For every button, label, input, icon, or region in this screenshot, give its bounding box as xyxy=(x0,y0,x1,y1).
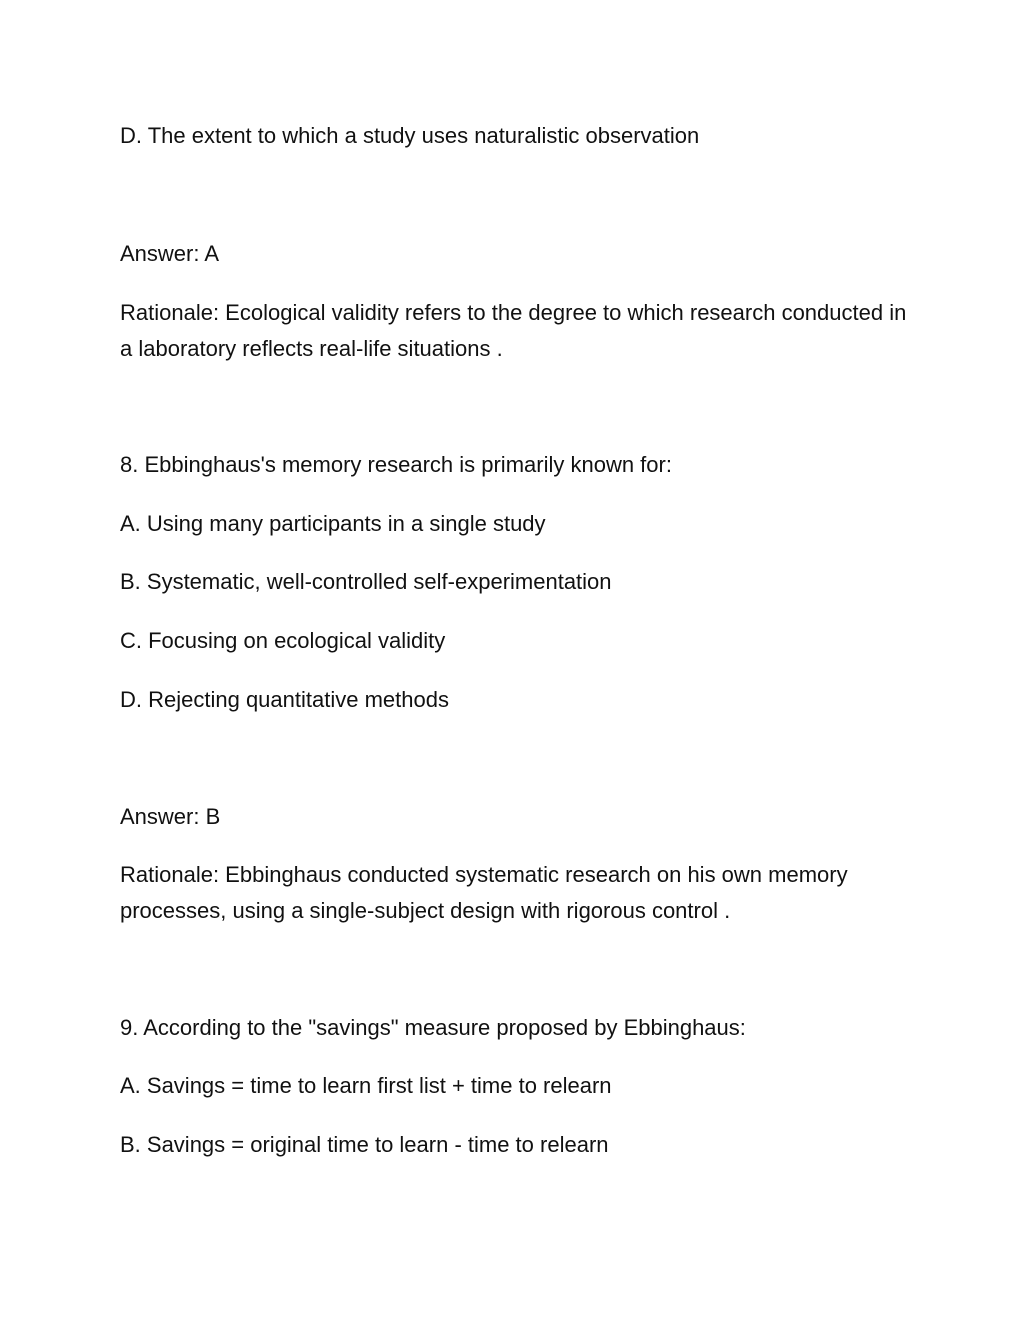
q9-option-a: A. Savings = time to learn first list + time to relearn xyxy=(120,1073,612,1098)
q8-option-c: C. Focusing on ecological validity xyxy=(120,628,446,653)
q7-rationale: Rationale: Ecological validity refers to the degree to which research conducted in a laboratory reflects real-life situations . xyxy=(120,300,907,361)
q7-option-d: D. The extent to which a study uses naturalistic observation xyxy=(120,123,700,148)
q9-option-b: B. Savings = original time to learn - time to relearn xyxy=(120,1132,609,1157)
q8-rationale: Rationale: Ebbinghaus conducted systematic research on his own memory processes, using a single-subject design with rigorous control . xyxy=(120,862,848,923)
q8-answer: Answer: B xyxy=(120,804,221,829)
q8-option-b: B. Systematic, well-controlled self-experimentation xyxy=(120,569,612,594)
q9-question: 9. According to the "savings" measure proposed by Ebbinghaus: xyxy=(120,1015,746,1040)
q8-option-d: D. Rejecting quantitative methods xyxy=(120,687,449,712)
q8-option-a: A. Using many participants in a single study xyxy=(120,511,546,536)
q7-answer: Answer: A xyxy=(120,241,220,266)
q8-question: 8. Ebbinghaus's memory research is primarily known for: xyxy=(120,452,672,477)
